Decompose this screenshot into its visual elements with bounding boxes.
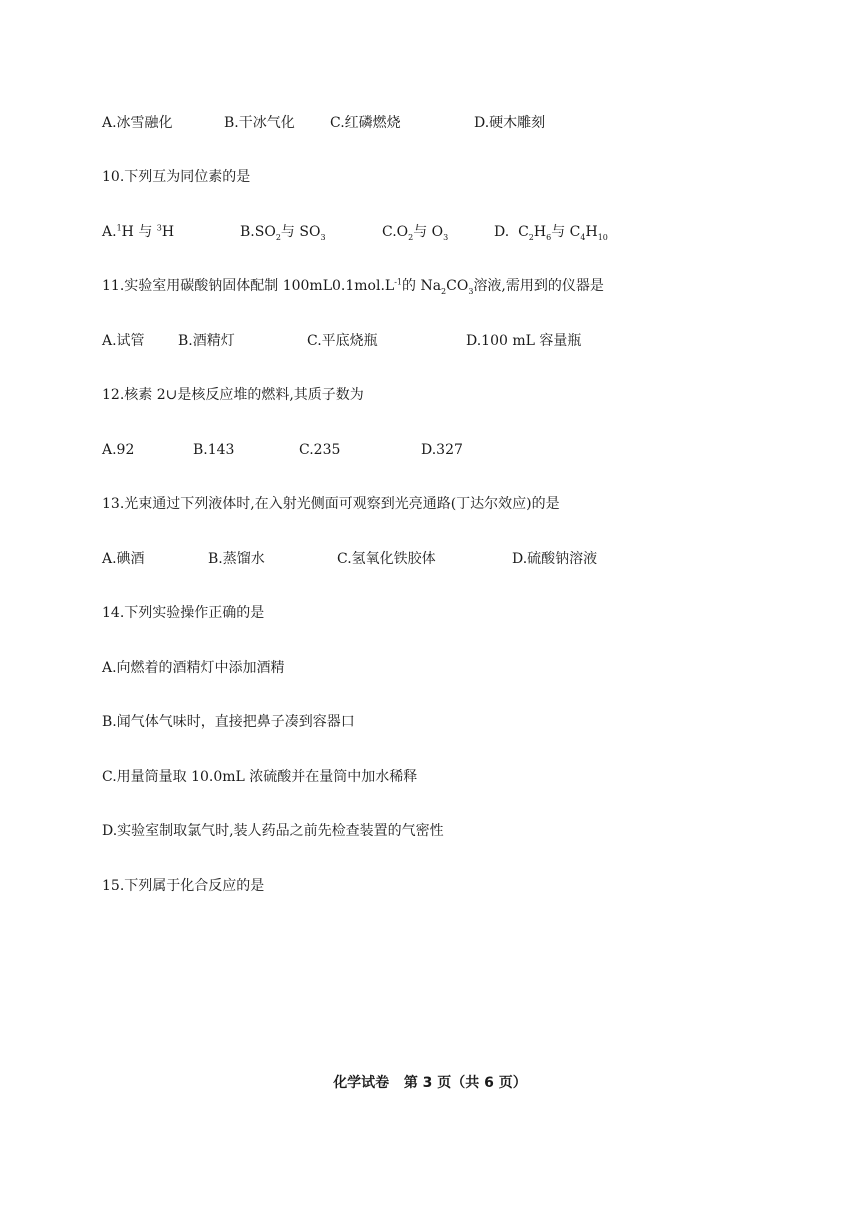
q9-option-d: D.硬木雕刻	[474, 115, 546, 131]
footer-subject: 化学试卷	[333, 1075, 390, 1091]
q13-option-a: A.碘酒	[102, 551, 145, 567]
q9-option-c: C.红磷燃烧	[330, 115, 401, 131]
q10-option-d: D. $C_2H_6$与 $C_4H_{10}$	[494, 224, 608, 242]
q9-option-b: B.干冰气化	[224, 115, 295, 131]
q12-option-c: C.235	[299, 442, 341, 458]
footer-page-number: 第 3 页（共 6 页）	[403, 1075, 527, 1091]
q9-option-a: A.冰雪融化	[102, 115, 173, 131]
question-14-stem: 14.下列实验操作正确的是	[102, 605, 265, 621]
q14-option-a: A.向燃着的酒精灯中添加酒精	[102, 660, 285, 676]
q11-option-c: C.平底烧瓶	[307, 333, 378, 349]
question-13-stem: 13.光束通过下列液体时,在入射光侧面可观察到光亮通路(丁达尔效应)的是	[102, 496, 560, 512]
q11-option-a: A.试管	[102, 333, 145, 349]
question-15-stem: 15.下列属于化合反应的是	[102, 878, 265, 894]
question-12-stem: 12.核素 2∪是核反应堆的燃料,其质子数为	[102, 387, 364, 403]
q14-option-b: B.闻气体气味时，直接把鼻子凑到容器口	[102, 714, 355, 730]
q12-option-d: D.327	[421, 442, 463, 458]
q10-option-a: A.$^1$H 与 $^3$H	[102, 223, 175, 240]
q14-option-c: C.用量筒量取 10.0mL 浓硫酸并在量筒中加水稀释	[102, 769, 418, 785]
question-10-stem: 10.下列互为同位素的是	[102, 169, 251, 185]
q12-option-a: A.92	[102, 442, 135, 458]
q10-option-b: $B.SO_2$与 $SO_3$	[240, 224, 326, 242]
q13-option-c: C.氢氧化铁胶体	[337, 551, 436, 567]
q13-option-b: B.蒸馏水	[208, 551, 265, 567]
q11-option-b: B.酒精灯	[178, 333, 235, 349]
page-footer	[0, 1074, 860, 1092]
q12-option-b: B.143	[193, 442, 235, 458]
q14-option-d: D.实验室制取氯气时,装人药品之前先检查装置的气密性	[102, 823, 444, 839]
q13-option-d: D.硫酸钠溶液	[512, 551, 598, 567]
question-11-stem: 11.实验室用碳酸钠固体配制 $100mL0.1mol.L^{-1}$的 $Na_2CO_3$溶液,需用到的仪器是	[102, 277, 604, 296]
q10-option-c: $C.O_2$与 $O_3$	[382, 224, 449, 242]
q11-option-d: D.100 mL 容量瓶	[466, 333, 582, 349]
